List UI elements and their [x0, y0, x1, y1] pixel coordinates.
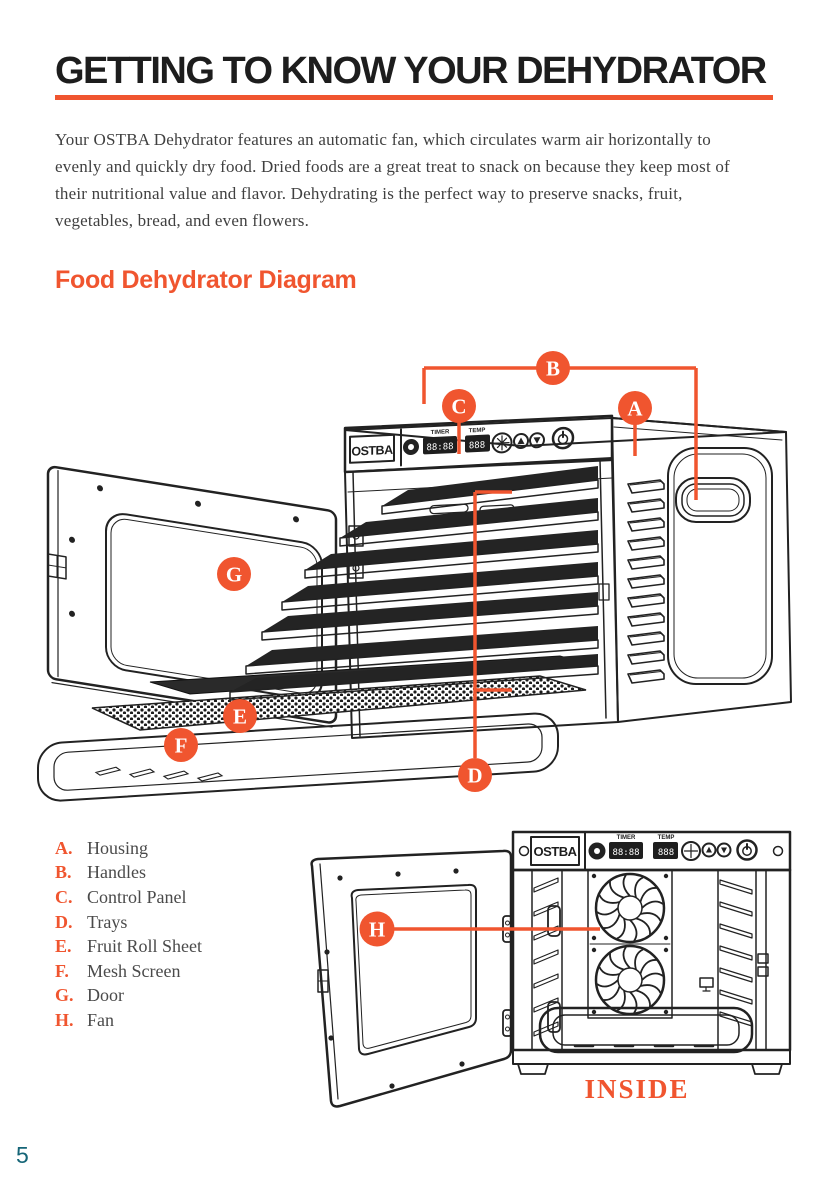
side-vents — [628, 480, 664, 683]
legend-label: Mesh Screen — [87, 960, 181, 981]
inside-temp-display: 888 — [657, 848, 675, 858]
legend-label: Handles — [87, 862, 146, 883]
svg-text:A: A — [627, 396, 643, 421]
inside-diagram — [0, 820, 828, 1120]
svg-text:E: E — [232, 704, 248, 729]
legend-key: A. — [55, 837, 73, 858]
legend-key: D. — [55, 911, 73, 932]
brand-logo: OSTBA — [351, 442, 393, 459]
inside-cabinet-illustration — [513, 832, 790, 1074]
legend-key: H. — [55, 1009, 74, 1030]
timer-display: 88:88 — [426, 442, 454, 454]
legend-key: C. — [55, 886, 73, 907]
legend-key: E. — [55, 936, 72, 957]
intro-paragraph: Your OSTBA Dehydrator features an automatic fan, which circulates warm air horizontally to evenly and quickly dry food. Dried foods are a great treat to snack on because they keep most of their nutritional value and flavor. Dehydrating is the perfect way to preserve snacks, fruit, vegetables, bread, and even flowers. — [55, 130, 730, 230]
side-handle — [668, 448, 772, 684]
legend-key: F. — [55, 960, 69, 981]
callout-h-group — [360, 912, 601, 947]
inside-door-illustration — [312, 851, 512, 1107]
svg-text:C: C — [451, 394, 467, 419]
legend-key: B. — [55, 862, 72, 883]
svg-text:D: D — [467, 763, 483, 788]
temp-display: 888 — [468, 440, 486, 452]
page-number: 5 — [16, 1142, 29, 1168]
page-title: GETTING TO KNOW YOUR DEHYDRATOR — [55, 50, 766, 92]
section-heading: Food Dehydrator Diagram — [55, 266, 357, 294]
svg-text:H: H — [368, 917, 386, 942]
svg-text:F: F — [174, 733, 188, 758]
dehydrator-diagram — [0, 330, 828, 810]
svg-text:B: B — [545, 356, 561, 381]
legend-label: Housing — [87, 837, 149, 858]
callouts — [164, 351, 696, 792]
fan-bottom — [596, 946, 664, 1014]
title-underline — [55, 95, 773, 100]
legend-label: Door — [87, 985, 124, 1006]
fan-top — [596, 874, 664, 942]
inside-brand-logo: OSTBA — [533, 844, 577, 859]
inside-timer-display: 88:88 — [612, 848, 640, 858]
timer-label: TIMER — [430, 429, 450, 437]
legend-key: G. — [55, 985, 74, 1006]
inside-timer-label: TIMER — [616, 835, 636, 841]
legend-label: Trays — [87, 911, 128, 932]
legend-label: Control Panel — [87, 886, 187, 907]
svg-text:G: G — [225, 562, 243, 587]
legend-label: Fan — [87, 1009, 114, 1030]
inside-label: INSIDE — [584, 1074, 690, 1104]
legend-label: Fruit Roll Sheet — [87, 936, 203, 957]
temp-label: TEMP — [468, 427, 486, 435]
inside-temp-label: TEMP — [657, 835, 675, 841]
fan-panel — [588, 870, 672, 1018]
